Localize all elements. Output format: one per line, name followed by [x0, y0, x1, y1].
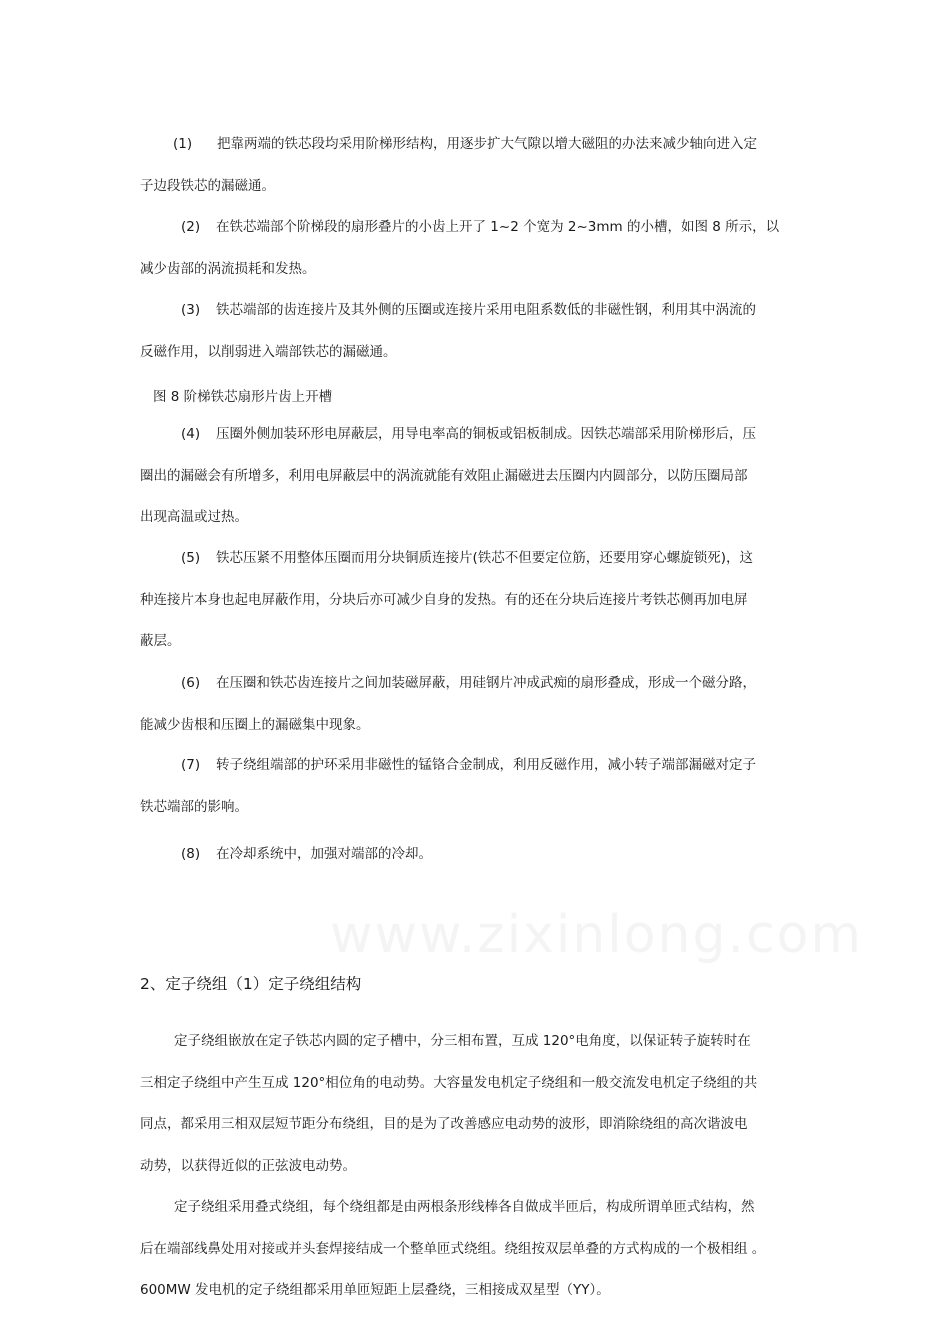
body-paragraph-1 — [140, 1021, 820, 1187]
item-text-cont: 出现高温或过热。 — [140, 509, 248, 525]
item-text: 转子绕组端部的护环采用非磁性的锰铬合金制成，利用反磁作用，减小转子端部漏磁对定子 — [216, 757, 756, 773]
item-number: (1) — [173, 136, 193, 152]
list-item-8 — [140, 834, 820, 876]
paragraph-line: 定子绕组采用叠式绕组，每个绕组都是由两根条形线棒各自做成半匝后，构成所谓单匝式结构，然 — [174, 1199, 755, 1215]
paragraph-line: 600MW 发电机的定子绕组都采用单匝短距上层叠绕，三相接成双星型（YY）。 — [140, 1282, 610, 1298]
item-text: 铁芯压紧不用整体压圈而用分块铜质连接片(铁芯不但要定位筋，还要用穿心螺旋锁死)，这 — [216, 550, 754, 566]
item-text: 把靠两端的铁芯段均采用阶梯形结构，用逐步扩大气隙以增大磁阻的办法来减少轴向进入定 — [217, 136, 757, 152]
list-item-5 — [140, 538, 820, 663]
item-text-cont: 种连接片本身也起电屏蔽作用，分块后亦可减少自身的发热。有的还在分块后连接片考铁芯侧再加电屏 — [140, 591, 748, 608]
list-item-3 — [140, 290, 820, 373]
list-item-7 — [140, 745, 820, 828]
paragraph-line: 定子绕组嵌放在定子铁芯内圆的定子槽中，分三相布置，互成 120°电角度，以保证转子旋转时在 — [174, 1033, 751, 1049]
paragraph-line: 后在端部线鼻处用对接或并头套焊接结成一个整单匝式绕组。绕组按双层单叠的方式构成的一个极相组 。 — [140, 1240, 766, 1257]
paragraph-line: 同点，都采用三相双层短节距分布绕组，目的是为了改善感应电动势的波形，即消除绕组的高次谐波电 — [140, 1116, 748, 1132]
item-number: (2) — [181, 219, 201, 235]
item-number: (5) — [181, 550, 201, 566]
item-number: (4) — [181, 426, 201, 442]
item-text-cont: 圈出的漏磁会有所增多，利用电屏蔽层中的涡流就能有效阻止漏磁进去压圈内内圆部分，以防压圈局部 — [140, 467, 748, 484]
item-number: (7) — [181, 757, 201, 773]
item-text-cont: 铁芯端部的影响。 — [140, 798, 248, 815]
list-item-1 — [140, 124, 820, 207]
list-item-6 — [140, 663, 820, 746]
item-text-cont: 减少齿部的涡流损耗和发热。 — [140, 260, 316, 277]
section-heading: 2、定子绕组（1）定子绕组结构 — [140, 975, 362, 993]
item-number: (8) — [181, 846, 201, 862]
list-item-4 — [140, 414, 820, 539]
watermark: www.zixinlong.com — [330, 905, 864, 965]
item-text-cont: 子边段铁芯的漏磁通。 — [140, 177, 275, 194]
item-text: 在铁芯端部个阶梯段的扇形叠片的小齿上开了 1~2 个宽为 2~3mm 的小槽，如图 8 所示，以 — [216, 219, 780, 235]
item-text: 在压圈和铁芯齿连接片之间加装磁屏蔽，用硅钢片冲成武痴的扇形叠成，形成一个磁分路， — [216, 675, 756, 691]
item-text: 在冷却系统中，加强对端部的冷却。 — [216, 846, 432, 862]
item-text-cont: 能减少齿根和压圈上的漏磁集中现象。 — [140, 716, 370, 733]
paragraph-line: 三相定子绕组中产生互成 120°相位角的电动势。大容量发电机定子绕组和一般交流发电机定子绕组的共 — [140, 1074, 758, 1091]
item-number: (3) — [181, 302, 201, 318]
item-text-cont: 蔽层。 — [140, 633, 181, 649]
paragraph-line: 动势，以获得近似的正弦波电动势。 — [140, 1157, 356, 1174]
item-number: (6) — [181, 675, 201, 691]
item-text: 压圈外侧加装环形电屏蔽层，用导电率高的铜板或铝板制成。因铁芯端部采用阶梯形后，压 — [216, 426, 756, 442]
item-text: 铁芯端部的齿连接片及其外侧的压圈或连接片采用电阻系数低的非磁性钢，利用其中涡流的 — [216, 302, 756, 318]
item-text-cont: 反磁作用，以削弱进入端部铁芯的漏磁通。 — [140, 343, 397, 360]
figure-caption: 图 8 阶梯铁芯扇形片齿上开槽 — [153, 389, 333, 405]
body-paragraph-2 — [140, 1187, 820, 1312]
list-item-2 — [140, 207, 820, 290]
